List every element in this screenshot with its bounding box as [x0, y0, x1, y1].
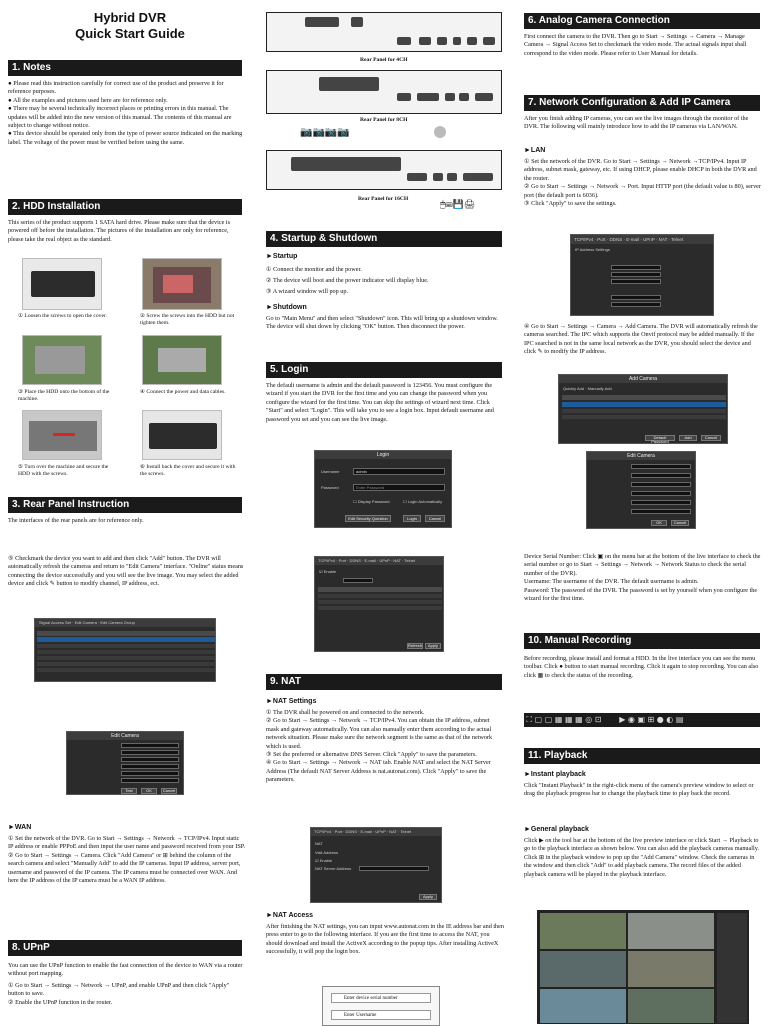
edit-security-question-button[interactable]: Edit Security Question — [345, 515, 391, 522]
hdd-step-5: ⑤ Turn over the machine and secure the HDD with the screws. — [18, 464, 109, 477]
ok-button[interactable]: OK — [141, 788, 157, 794]
protocol-field[interactable] — [121, 764, 179, 769]
hdd-step-3: ③ Place the HDD onto the bottom of the machine. — [18, 389, 110, 402]
edit-cancel-button[interactable]: Cancel — [671, 520, 689, 526]
test-button[interactable]: Test — [121, 788, 137, 794]
hdd-photo-1 — [22, 258, 102, 310]
notes-item: ● This device should be operated only from the type of power source indicated on the marking label. The voltage of the power must be verified before using the same. — [8, 130, 243, 146]
title-line-2: Quick Start Guide — [75, 26, 185, 41]
ipcam-step-5: ⑤ Checkmark the device you want to add and then click "Add" button. The DVR will automatically refresh the cameras and return to "Edit Camera" interface. "Online" status means connecting the device successfully and you will see the live image. You may select the added device and click ✎ button to modify channel, IP address, ect. — [8, 555, 244, 588]
network-intro: After you finish adding IP cameras, you can see the live images through the monitor of the DVR. The following will mainly introduce how to add the IP cameras via LAN/WAN. — [524, 115, 749, 131]
nat-heading: 9. NAT — [266, 674, 502, 690]
hdd-photo-5 — [22, 410, 102, 460]
hdd-heading: 2. HDD Installation — [8, 199, 242, 215]
notes-heading: 1. Notes — [8, 60, 242, 76]
nat-access-text: After finishing the NAT settings, you can input www.autonat.com in the IE address bar and then press enter to go to the following interface. If you are the first time to access the NAT, you should download and install the ActiveX according to the popup tips. After installing ActiveX successfully, it will pop the login box. — [266, 923, 504, 956]
ip-address-field[interactable] — [631, 473, 691, 478]
lan-steps — [524, 158, 762, 208]
tcpip-network-tabs[interactable]: TCP/IPv4 · Port · DDNS · E-mail · UPnP · NAT · Telnet — [574, 237, 684, 242]
startup-step: ③ A wizard window will pop up. — [266, 288, 349, 295]
login-heading: 5. Login — [266, 362, 502, 378]
notes-item: ● Please read this instruction carefully for correct use of the product and preserve it for reference purposes. — [8, 80, 224, 96]
edit-password-field[interactable] — [631, 509, 691, 514]
notes-item: ● There may be several technically incorrect places or printing errors in this manual. The updates will be added into the new version of this manual. The contents of this manual are subject to change without notice. — [8, 105, 232, 130]
refresh-button[interactable]: Refresh — [408, 643, 423, 648]
username-field[interactable] — [121, 771, 179, 776]
upnp-text: You can use the UPnP function to enable the fast connection of the device to WAN via a router without port mapping. — [8, 962, 243, 978]
subnet-mask-input[interactable] — [611, 272, 661, 277]
serial-info — [524, 553, 762, 603]
instant-playback-text: Click "Instant Playback" in the right-click menu of the camera's preview window to select or drag the playback progress bar to change the playback time to play back the record. — [524, 782, 754, 798]
display-password-label: Display Password — [357, 499, 390, 504]
login-window — [314, 450, 452, 528]
preferred-dns-input[interactable] — [611, 295, 661, 300]
rear-panel-8ch-caption: Rear Panel for 8CH — [360, 117, 408, 123]
hdd-photo-6 — [142, 410, 222, 460]
nat-access-title: ►NAT Access — [266, 912, 314, 919]
quick-add-tab[interactable]: Quickly Add · Manually Add — [563, 386, 612, 391]
network-heading: 7. Network Configuration & Add IP Camera — [524, 95, 760, 111]
nat-username-input[interactable] — [331, 1010, 431, 1020]
startup-step: ① Connect the monitor and the power. — [266, 266, 362, 273]
playback-tile — [628, 913, 714, 949]
upnp-steps — [8, 982, 246, 1007]
password-label: Password — [321, 485, 339, 490]
hdd-step-1: ① Loosen the screws to open the cover. — [18, 313, 107, 319]
password-placeholder: Enter Password — [356, 485, 385, 490]
edit-camera-dialog-2 — [586, 451, 696, 529]
edit-ok-button[interactable]: OK — [651, 520, 667, 526]
camera-name-field[interactable] — [121, 743, 179, 748]
analog-heading: 6. Analog Camera Connection — [524, 13, 760, 29]
add-camera-title: Add Camera — [559, 375, 727, 383]
nat-network-tabs[interactable]: TCP/IPv4 · Port · DDNS · E-mail · UPnP · NAT · Telnet — [314, 829, 412, 834]
upnp-heading: 8. UPnP — [8, 940, 242, 956]
recording-heading: 10. Manual Recording — [524, 633, 760, 649]
add-cancel-button[interactable]: Cancel — [701, 435, 721, 441]
hdd-photo-3 — [22, 335, 102, 385]
network-tabs[interactable]: TCP/IPv4 · Port · DDNS · E-mail · UPnP · NAT · Telnet — [318, 558, 416, 563]
playback-tile — [540, 989, 626, 1023]
gateway-input[interactable] — [611, 279, 661, 284]
hdd-step-2: ② Screw the screws into the HDD but not tighten them. — [140, 313, 235, 326]
wan-title: ►WAN — [8, 824, 32, 831]
general-playback-text: Click ▶ on the tool bar at the bottom of the live preview interface or click Start → Playback to go to the playback interface as shown below. You can also add the playback cameras manually. Click ⊞ in the playback window to pop up the "Add Camera" window. Check the cameras in the window and then click "Add" to add playback camera. The record files of the added playback camera will be played in the playback interface. — [524, 837, 759, 878]
instant-playback-title: ►Instant playback — [524, 771, 586, 778]
upnp-window — [314, 556, 444, 652]
add-button[interactable]: Add — [679, 435, 697, 441]
upnp-enable-checkbox[interactable]: ☑ Enable — [319, 569, 337, 574]
hdd-step-6: ⑥ Install back the cover and secure it with the screws. — [140, 464, 236, 477]
subnet-mask-field[interactable] — [631, 482, 691, 487]
cancel-button[interactable]: Cancel — [162, 788, 176, 793]
camera-list-window — [34, 618, 216, 682]
startup-steps — [266, 264, 504, 297]
rear-heading: 3. Rear Panel Instruction — [8, 497, 242, 513]
port-field[interactable] — [121, 757, 179, 762]
apply-button[interactable]: Apply — [425, 643, 441, 649]
analog-text: First connect the camera to the DVR. Then go to Start → Settings → Camera → Manage Camera → Signal Access Set to checkmark the video mode. The actual signals input shall correspond to the video mode. Please refer to User Manual for details. — [524, 33, 747, 57]
wan-step: ② Go to Start → Settings → Camera. Click "Add Camera" or ⊞ behind the column of the search camera and select "Manually Add" to add the IP cameras. Input IP address, server port, username and password of the IP camera. The IP camera must be connected over WAN. And here the IP address of the IP camera must be a WAN IP address. — [8, 851, 241, 885]
auto-login-label: Login Automatically — [407, 499, 443, 504]
toolbar-icons[interactable]: ⛶ ▢ ▢ ▦ ▦ ▦ ◎ ⊡ ▶ ◉ ▣ ⊞ ● ◐ ▤ — [524, 715, 684, 724]
upnp-step: ① Go to Start → Settings → Network → UPnP, and enable UPnP and then click "Apply" button to save. — [8, 982, 230, 998]
username-value: admin — [356, 469, 367, 474]
map-type-select[interactable] — [343, 578, 373, 583]
login-window-title: Login — [315, 451, 451, 459]
serial-number-placeholder: Enter device serial number — [344, 996, 398, 1001]
hdd-photo-4 — [142, 335, 222, 385]
title-line-1: Hybrid DVR — [93, 10, 167, 25]
ipcam-step-4: ④ Go to Start → Settings → Camera → Add Camera. The DVR will automatically refresh the cameras searched. The IPC which supports the Onvif protocol may be added manually. If the IPC searched is not in the same local network as the DVR, you should select the device and click ✎ to modify the IP address. — [524, 323, 758, 356]
serial-text: Device Serial Number: Click ▣ on the menu bar at the bottom of the live interface to check the serial number or go to Start → Settings → Network → Network Status to check the serial number of the DVR). — [524, 553, 761, 577]
upnp-step: ② Enable the UPnP function in the router. — [8, 998, 113, 1006]
nat-step: ② Go to Start → Settings → Network → TCP/IPv4. You can obtain the IP address, subnet mask and gateway automatically. You can also manually enter them according to the actual network situation. Please make sure the network segment is the same as that of the network which is used. — [266, 717, 493, 750]
nat-settings-title: ►NAT Settings — [266, 698, 317, 705]
hdd-intro: This series of the product supports 1 SATA hard drive. Please make sure that the device is powered off before the installation. The pictures of the installation are only for reference, please take the real object as the standard. — [8, 219, 231, 243]
nat-window: TCP/IPv4 · Port · DDNS · E-mail · UPnP · NAT · Telnet NAT Visit Address ☑ Enable NAT Server Address Apply — [310, 827, 442, 903]
rear-panel-16ch — [266, 150, 502, 190]
tab-edit-camera[interactable]: Signal Access Set · Edit Camera · Edit Camera Group — [39, 620, 135, 625]
edit-camera-title-2: Edit Camera — [587, 452, 695, 460]
auto-login-checkbox[interactable]: ☐ Login Automatically — [403, 499, 443, 504]
playback-heading: 11. Playback — [524, 748, 760, 764]
edit-username-field[interactable] — [631, 500, 691, 505]
rear-panel-4ch — [266, 12, 502, 52]
login-text: The default username is admin and the default password is 123456. You must configure the wizard if you start the DVR for the first time and you can change the password when you configure the wizard for the first time. You can skip the settings of wizard next time. Click "Start" and select "Login". This will take you to see a login box. Input default username and password you set and you can see the live image. — [266, 382, 494, 423]
gateway-field[interactable] — [631, 491, 691, 496]
startup-title: ►Startup — [266, 253, 298, 260]
rear-panel-8ch — [266, 70, 502, 114]
playback-tile — [540, 951, 626, 987]
lan-title: ►LAN — [524, 147, 546, 154]
nat-step: ③ Set the preferred or alternative DNS Server. Click "Apply" to save the parameters. — [266, 751, 477, 759]
username-label: Username — [321, 469, 340, 474]
edit-camera-title: Edit Camera — [67, 732, 183, 740]
startup-step: ② The device will boot and the power indicator will display blue. — [266, 277, 429, 284]
rear-panel-4ch-caption: Rear Panel for 4CH — [360, 57, 408, 63]
nat-apply-button[interactable]: Apply — [419, 894, 437, 900]
tcpip-window: TCP/IPv4 · Port · DDNS · E-mail · UPnP · NAT · Telnet IP Address Settings — [570, 234, 714, 316]
username-text: Username: The username of the DVR. The default username is admin. — [524, 578, 699, 586]
playback-tile — [628, 951, 714, 987]
recording-text: Before recording, please install and format a HDD. In the live interface you can see the menu toolbar. Click ● button to start manual recording. Click it again to stop recording. You can also click ▦ to check the status of the recording. — [524, 655, 759, 679]
general-playback-title: ►General playback — [524, 826, 589, 833]
rear-panel-16ch-caption: Rear Panel for 16CH — [358, 196, 409, 202]
peripheral-icons-row: 🖱⌨💾🖨 — [440, 199, 476, 209]
password-text: Password: The password of the DVR. The password is set by yourself when you configure the wizard for the first time. — [524, 586, 758, 603]
nat-step: ① The DVR shall be powered on and connected to the network. — [266, 709, 425, 716]
password-input[interactable] — [353, 484, 445, 491]
username-select[interactable] — [353, 468, 445, 475]
startup-heading: 4. Startup & Shutdown — [266, 231, 502, 247]
notes-item: ● All the examples and pictures used here are for reference only. — [8, 96, 168, 104]
serial-number-input[interactable] — [331, 993, 431, 1003]
lan-step: ① Set the network of the DVR. Go to Start → Settings → Network →TCP/IPv4. Input IP address, subnet mask, gateway, etc. If using DHCP, please enable DHCP in both the DVR and the router. — [524, 158, 757, 182]
mac-address-field[interactable] — [631, 464, 691, 469]
hdd-step-4: ④ Connect the power and data cables. — [140, 389, 226, 395]
wan-steps — [8, 835, 246, 885]
live-toolbar — [524, 713, 760, 727]
shutdown-text: Go to "Main Menu" and then select "Shutdown" icon. This will bring up a shutdown window. The device will shut down by clicking "OK" button. Then disconnect the power. — [266, 315, 498, 331]
playback-tile — [540, 913, 626, 949]
password-field[interactable] — [121, 778, 179, 783]
add-camera-window — [558, 374, 728, 444]
alternate-dns-input[interactable] — [611, 302, 661, 307]
display-password-checkbox[interactable]: ☐ Display Password — [353, 499, 390, 504]
rear-intro: The interfaces of the rear panels are for reference only. — [8, 517, 144, 524]
nat-login-box — [322, 986, 440, 1026]
lan-step: ② Go to Start → Settings → Network → Port. Input HTTP port (the default value is 80), server port (the default port is 6036). — [524, 183, 761, 199]
camera-icons-row: 📷📷📷📷 — [300, 127, 350, 138]
playback-tile — [628, 989, 714, 1023]
login-cancel-button[interactable]: Cancel — [425, 515, 445, 522]
shutdown-title: ►Shutdown — [266, 304, 307, 311]
ip-field[interactable] — [121, 750, 179, 755]
monitor-icon — [434, 126, 446, 138]
nat-step: ④ Go to Start → Settings → Network → NAT tab. Enable NAT and select the NAT Server Address (The default NAT Server Address is nat.autonat.com). Click "Apply" to save the parameters. — [266, 759, 491, 784]
page-title — [60, 10, 200, 42]
notes-list — [8, 80, 244, 147]
nat-server-select[interactable] — [359, 866, 429, 871]
ip-address-input[interactable] — [611, 265, 661, 270]
hdd-photo-2 — [142, 258, 222, 310]
nat-steps — [266, 709, 504, 785]
wan-step: ① Set the network of the DVR. Go to Start → Settings → Network → TCP/IPv4. Input static IP address or enable PPPoE and then input the user name and password received from your ISP. — [8, 835, 246, 851]
playback-screenshot — [537, 910, 749, 1024]
lan-step: ③ Click "Apply" to save the settings. — [524, 200, 617, 208]
login-button[interactable]: Login — [403, 515, 421, 522]
playback-side-panel — [717, 913, 747, 1023]
edit-camera-dialog-1 — [66, 731, 184, 795]
nat-enable-checkbox[interactable]: ☑ Enable — [315, 858, 333, 863]
default-password-button[interactable]: Default Password — [645, 435, 675, 441]
nat-username-placeholder: Enter Username — [344, 1013, 377, 1018]
